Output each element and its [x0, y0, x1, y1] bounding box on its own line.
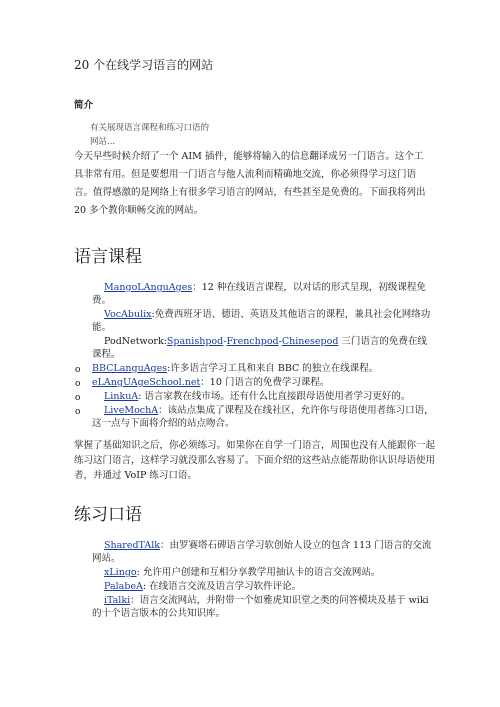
list-item: [74, 376, 434, 389]
bullet-marker: o: [75, 407, 81, 417]
item-desc: ：10 门语言的免费学习课程。: [200, 377, 330, 388]
list-item: PodNetwork:Spanishpod-Frenchpod-Chinesepod 三门语言的免费在线课程。: [92, 336, 427, 360]
list-item: [74, 308, 434, 334]
summary-line: 有关展现语言课程和练习口语的: [90, 123, 210, 133]
bullet-marker: o: [75, 365, 81, 375]
site-link[interactable]: MangoLAnguAges: [104, 282, 193, 293]
site-link[interactable]: LinkuA: [104, 391, 139, 402]
page-title: 20 个在线学习语言的网站: [74, 58, 214, 72]
item-desc: ：由罗赛塔石碑语言学习软创始人设立的包含 113 门语言的交流网站。: [92, 540, 432, 564]
course-list: [74, 281, 434, 431]
list-item: [74, 390, 434, 403]
speaking-list: [74, 539, 434, 621]
site-link[interactable]: Spanishpod: [166, 336, 224, 347]
list-item: [74, 281, 434, 307]
site-link[interactable]: SharedTAlk: [104, 540, 161, 551]
site-link[interactable]: iTalki: [104, 595, 131, 606]
site-link[interactable]: Chinesepod: [281, 336, 339, 347]
item-desc: ：语言交流网站，并附带一个如雅虎知识堂之类的问答模块及基于 wiki 的十个语言版本的公共知识库。: [92, 595, 429, 619]
intro-heading: 简介: [74, 100, 94, 111]
list-item: [74, 362, 434, 375]
item-desc: ：该站点集成了课程及在线社区，允许你与母语使用者练习口语，这一点与下面将介绍的站点吻合。: [92, 405, 434, 429]
bullet-marker: o: [75, 379, 81, 389]
item-desc: :许多语言学习工具和来自 BBC 的独立在线课程。: [167, 363, 379, 374]
item-desc: :免费西班牙语、德语、英语及其他语言的课程，兼具社会化网络功能。: [92, 309, 431, 333]
site-link[interactable]: xLingo: [104, 567, 137, 578]
item-desc: ：12 种在线语言课程，以对话的形式呈现，初级课程免费。: [92, 282, 426, 306]
list-item: [74, 566, 434, 579]
list-item: [74, 539, 434, 565]
site-link[interactable]: eLAngUAgeSchool.net: [92, 377, 201, 388]
item-desc: : 允许用户创建和互相分享教学用抽认卡的语言交流网站。: [136, 567, 381, 578]
list-item: [74, 580, 434, 593]
list-item: [74, 594, 434, 620]
summary-block: [90, 121, 250, 149]
site-link[interactable]: BBCLanguAges: [92, 363, 168, 374]
site-link[interactable]: VocAbulix: [104, 309, 152, 320]
intro-paragraph: 今天早些时候介绍了一个 AIM 插件，能够将输入的信息翻译成另一门语言。这个工具非常有用。但是要想用一门语言与他人流利而精确地交流，你必须得学习这门语言。值得感激的是网络上有很多学习语言的网站，有些甚至是免费的。下面我将列出 20 多个教你顺畅交流的网站。: [74, 151, 426, 216]
site-link[interactable]: Frenchpod: [226, 336, 279, 347]
item-desc: 三门语言的免费在线课程。: [92, 336, 427, 360]
bullet-marker: o: [75, 393, 81, 403]
item-prefix: PodNetwork:: [104, 336, 167, 347]
section-heading-speaking: 练习口语: [74, 505, 142, 525]
item-desc: : 语言家教在线市场。还有什么比直接跟母语使用者学习更好的。: [138, 391, 411, 402]
site-link[interactable]: LiveMochA: [104, 405, 159, 416]
section-heading-courses: 语言课程: [74, 247, 142, 267]
site-link[interactable]: PalabeA: [104, 581, 143, 592]
list-item: [74, 404, 434, 430]
summary-line: 网站...: [90, 137, 116, 147]
item-desc: : 在线语言交流及语言学习软件评论。: [142, 581, 302, 592]
practice-intro-paragraph: 掌握了基础知识之后，你必须练习。如果你在自学一门语言，周围也没有人能跟你一起练习这门语言，这样学习就没那么容易了。下面介绍的这些站点能帮助你认识母语使用者，并通过 VoIP 练习口语。: [74, 440, 436, 481]
